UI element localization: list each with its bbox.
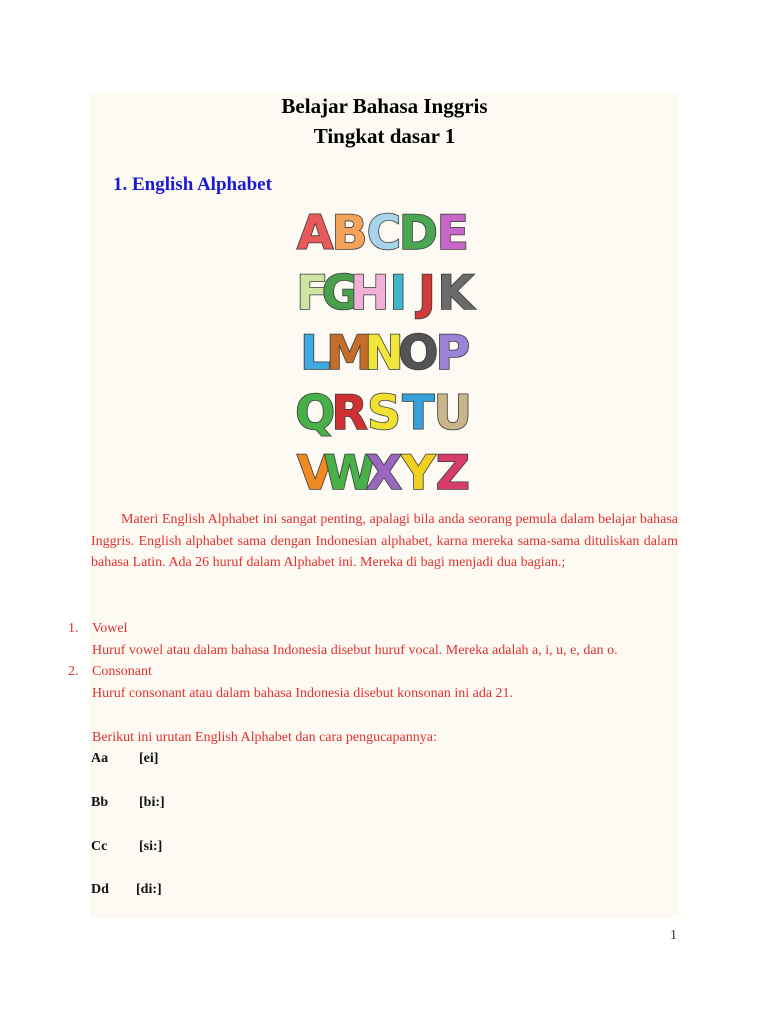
alphabet-letter-t: T xyxy=(402,386,435,441)
alphabet-letter-z: Z xyxy=(435,446,470,501)
list-label-vowel: Vowel xyxy=(92,621,128,636)
alphabet-letter-e: E xyxy=(436,206,469,261)
alphabet-letter-s: S xyxy=(367,386,401,441)
alphabet-letter-j: J xyxy=(418,266,436,321)
list-desc-vowel: Huruf vowel atau dalam bahasa Indonesia disebut huruf vocal. Mereka adalah a, i, u, e, dan o. xyxy=(92,643,618,658)
alphabet-letter-w: W xyxy=(323,446,376,501)
page-number: 1 xyxy=(670,928,677,943)
alphabet-letter-g: G xyxy=(321,266,361,321)
alphabet-letter-y: Y xyxy=(401,446,436,501)
alphabet-letter-l: L xyxy=(300,326,331,381)
alphabet-letter-p: P xyxy=(435,326,471,381)
alphabet-letter-x: X xyxy=(365,446,403,501)
sound-bb: [bi:] xyxy=(139,795,165,810)
list-label-consonant: Consonant xyxy=(92,664,152,679)
letter-bb: Bb xyxy=(91,795,109,810)
alphabet-letter-d: D xyxy=(398,206,438,261)
letter-dd: Dd xyxy=(91,882,109,897)
list-number-vowel: 1. xyxy=(68,621,79,636)
alphabet-letter-o: O xyxy=(398,326,439,381)
alphabet-letter-a: A xyxy=(297,206,334,261)
intro-paragraph xyxy=(91,509,678,574)
alphabet-letter-v: V xyxy=(297,446,334,501)
page-title: Belajar Bahasa Inggris xyxy=(281,94,488,118)
alphabet-letter-h: H xyxy=(350,266,390,321)
letter-cc: Cc xyxy=(91,839,108,854)
alphabet-letter-r: R xyxy=(331,386,368,441)
alphabet-letter-u: U xyxy=(433,386,472,441)
alphabet-letter-i: I xyxy=(389,266,408,321)
intro-paragraph-text: Materi English Alphabet ini sangat penting, apalagi bila anda seorang pemula dalam belajar bahasa Inggris. English alphabet sama dengan Indonesian alphabet, karna mereka sama-sama dituliskan dalam bahasa Latin. Ada 26 huruf dalam Alphabet ini. Mereka di bagi menjadi dua bagian.; xyxy=(91,512,678,570)
alphabet-letter-n: N xyxy=(364,326,404,381)
alphabet-intro-text: Berikut ini urutan English Alphabet dan cara pengucapannya: xyxy=(92,730,437,745)
alphabet-letter-f: F xyxy=(296,266,329,321)
alphabet-letter-c: C xyxy=(366,206,402,261)
alphabet-letter-k: K xyxy=(437,266,474,321)
section-heading: 1. English Alphabet xyxy=(113,174,272,195)
alphabet-illustration xyxy=(295,201,474,501)
letter-aa: Aa xyxy=(91,751,109,766)
page-subtitle: Tingkat dasar 1 xyxy=(313,124,456,148)
list-desc-consonant: Huruf consonant atau dalam bahasa Indonesia disebut konsonan ini ada 21. xyxy=(92,686,514,701)
alphabet-letter-b: B xyxy=(331,206,368,261)
sound-aa: [ei] xyxy=(139,751,159,766)
alphabet-letter-m: M xyxy=(326,326,373,381)
alphabet-letter-q: Q xyxy=(295,386,336,441)
sound-dd: [di:] xyxy=(136,882,162,897)
list-number-consonant: 2. xyxy=(68,664,79,679)
sound-cc: [si:] xyxy=(139,839,163,854)
